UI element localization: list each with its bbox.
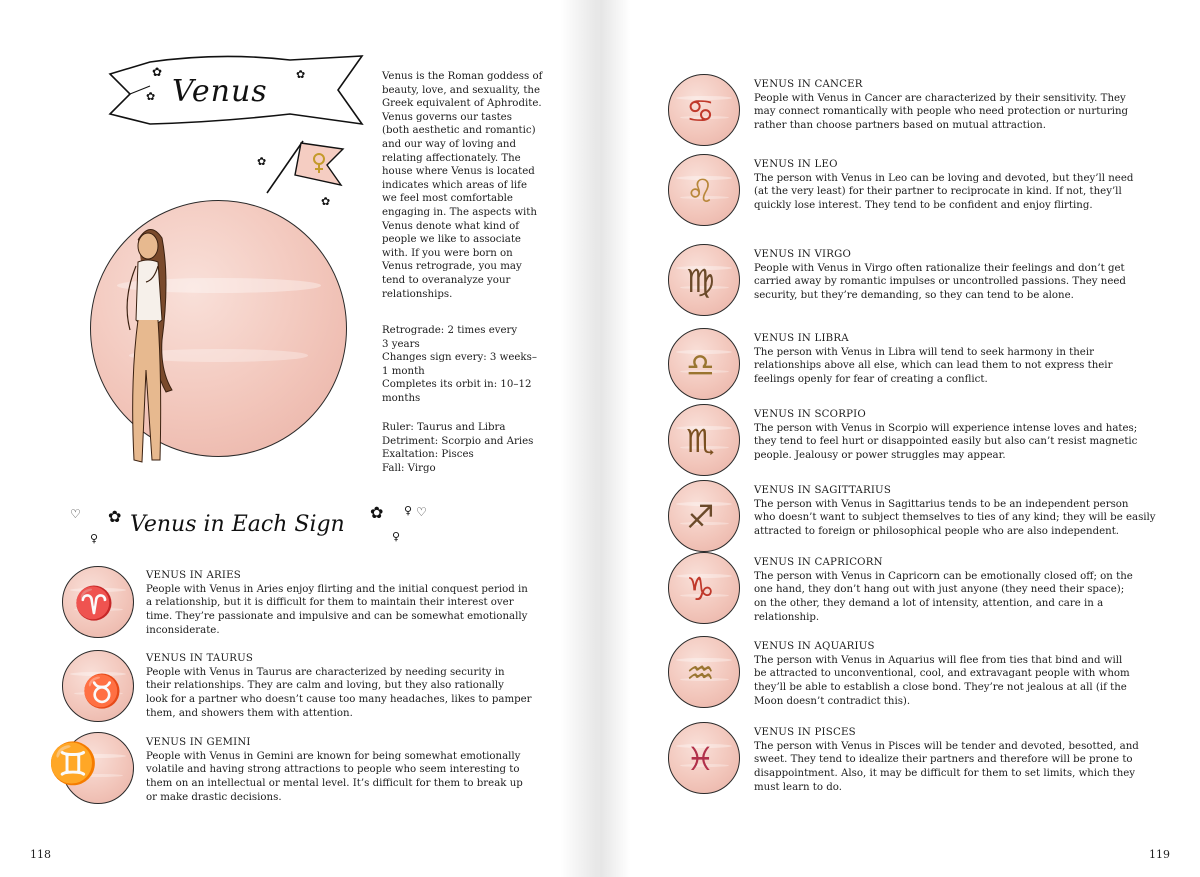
goddess-venus-illustration — [100, 220, 210, 480]
gutter-shadow — [600, 0, 630, 877]
svg-text:♡: ♡ — [416, 505, 427, 519]
bull-icon: ♉ — [82, 672, 122, 710]
svg-text:♀: ♀ — [392, 530, 401, 543]
sign-title: VENUS IN VIRGO — [754, 249, 852, 260]
twins-icon: ♊ — [48, 741, 98, 787]
sign-description: The person with Venus in Capricorn can be emotionally closed off; on the one hand, they don’t hang out with just anyone (they need their space); on the other, they demand a lot of intensity, attention, and care in a relationship. — [754, 570, 1133, 623]
sign-entry — [754, 640, 1174, 709]
sign-description: The person with Venus in Leo can be loving and devoted, but they’ll need (at the very least) for their partner to reciprocate in kind. If not, they’ll quickly lose interest. They tend to be confident and enjoy flirting. — [754, 172, 1134, 212]
right-page — [600, 0, 1200, 877]
sign-title: VENUS IN GEMINI — [146, 737, 251, 748]
sign-description: People with Venus in Taurus are characterized by needing security in their relationships. They are calm and loving, but they also rationally look for a partner who doesn’t cause too many headaches, likes to pamper them, and showers them with attention. — [146, 666, 532, 719]
scorpion-icon: ♏ — [686, 422, 715, 460]
sign-description: The person with Venus in Scorpio will experience intense loves and hates; they tend to feel hurt or disappointed easily but also can’t resist magnetic people. Jealousy or power struggles may appear. — [754, 422, 1138, 462]
sign-entry-gemini — [146, 736, 566, 805]
sign-entry-taurus — [146, 652, 566, 721]
sign-entry — [754, 556, 1174, 625]
sign-description: The person with Venus in Aquarius will flee from ties that bind and will be attracted to unconventional, cool, and extravagant people with whom they’ll be able to establish a close bond. They’re not jealous at all (if the Moon doesn’t contradict this). — [754, 654, 1130, 707]
scales-icon: ♎ — [686, 346, 715, 384]
crab-icon: ♋ — [686, 92, 715, 130]
sign-entry — [754, 484, 1174, 539]
svg-text:✿: ✿ — [321, 195, 331, 208]
svg-text:✿: ✿ — [257, 155, 267, 168]
venus-orbit-facts: Retrograde: 2 times every 3 years Changes sign every: 3 weeks– 1 month Completes its orbit in: 10–12 months — [382, 325, 537, 404]
sign-entry — [754, 248, 1174, 303]
fish-icon: ♓ — [686, 740, 715, 778]
sign-entry — [754, 726, 1174, 795]
sign-description: The person with Venus in Sagittarius tends to be an independent person who doesn’t want to subject themselves to ties of any kind; they will be easily attracted to foreign or philosophical people who are also independent. — [754, 498, 1156, 538]
sign-title: VENUS IN PISCES — [754, 727, 856, 738]
sign-entry-aries — [146, 569, 566, 638]
section-title: Venus in Each Sign — [130, 512, 345, 537]
left-page — [0, 0, 596, 877]
sign-description: People with Venus in Aries enjoy flirting and the initial conquest period in a relationship, but it is difficult for them to maintain their interest over time. They’re passionate and impulsive and can be somewhat emotionally inconsiderate. — [146, 583, 528, 636]
sign-title: VENUS IN SCORPIO — [754, 409, 866, 420]
svg-text:✿: ✿ — [370, 503, 384, 522]
sign-entry — [754, 78, 1174, 133]
venus-flag-illustration — [255, 135, 350, 210]
sign-title: VENUS IN ARIES — [146, 570, 241, 581]
sign-title: VENUS IN TAURUS — [146, 653, 254, 664]
svg-text:✿: ✿ — [296, 68, 306, 81]
svg-text:♀: ♀ — [90, 532, 99, 545]
sea-goat-icon: ♑ — [686, 570, 715, 608]
venus-intro-paragraph: Venus is the Roman goddess of beauty, love, and sexuality, the Greek equivalent of Aphrodite. Venus governs our tastes (both aesthetic and romantic) and our way of loving and relating affectionately. The house where Venus is located indicates which areas of life we feel most comfortable engaging in. The aspects with Venus denote what kind of people we like to associate with. If you were born on Venus retrograde, you may tend to overanalyze your relationships. — [382, 71, 543, 300]
sign-description: People with Venus in Gemini are known for being somewhat emotionally volatile and having strong attractions to people who seem interesting to them on an intellectual or mental level. It’s difficult for them to break up or make drastic decisions. — [146, 750, 523, 803]
sign-description: People with Venus in Virgo often rationalize their feelings and don’t get carried away by romantic impulses or uncontrolled passions. They need security, but they’re demanding, so they can tend to be alone. — [754, 262, 1126, 302]
page-number: 119 — [1149, 848, 1170, 861]
venus-dignity-facts: Ruler: Taurus and Libra Detriment: Scorpio and Aries Exaltation: Pisces Fall: Virgo — [382, 422, 534, 474]
sign-entry — [754, 408, 1174, 463]
svg-text:♀: ♀ — [404, 504, 413, 517]
svg-text:✿: ✿ — [152, 65, 163, 79]
sign-title: VENUS IN SAGITTARIUS — [754, 485, 892, 496]
sign-description: The person with Venus in Pisces will be tender and devoted, besotted, and sweet. They tend to idealize their partners and therefore will be prone to disappointment. Also, it may be difficult for them to set limits, which they must learn to do. — [754, 740, 1139, 793]
banner-title: Venus — [172, 74, 268, 109]
sign-description: The person with Venus in Libra will tend to seek harmony in their relationships above all else, which can lead them to not express their feelings openly for fear of creating a conflict. — [754, 346, 1113, 386]
svg-text:✿: ✿ — [108, 507, 122, 526]
page-number: 118 — [30, 848, 51, 861]
sign-title: VENUS IN LEO — [754, 159, 838, 170]
water-jug-icon: ♒ — [686, 654, 715, 692]
sign-entry — [754, 332, 1174, 387]
sign-title: VENUS IN AQUARIUS — [754, 641, 875, 652]
bow-arrow-icon: ♐ — [686, 498, 715, 536]
svg-text:✿: ✿ — [146, 90, 156, 103]
sign-title: VENUS IN CANCER — [754, 79, 863, 90]
lion-icon: ♌ — [686, 172, 715, 210]
sign-title: VENUS IN LIBRA — [754, 333, 849, 344]
maiden-icon: ♍ — [686, 262, 715, 300]
sign-description: People with Venus in Cancer are characterized by their sensitivity. They may connect romantically with people who need protection or nurturing rather than choose partners based on mutual attraction. — [754, 92, 1129, 132]
svg-text:♡: ♡ — [70, 507, 81, 521]
sign-entry — [754, 158, 1174, 213]
ram-icon: ♈ — [74, 584, 114, 622]
sign-title: VENUS IN CAPRICORN — [754, 557, 883, 568]
